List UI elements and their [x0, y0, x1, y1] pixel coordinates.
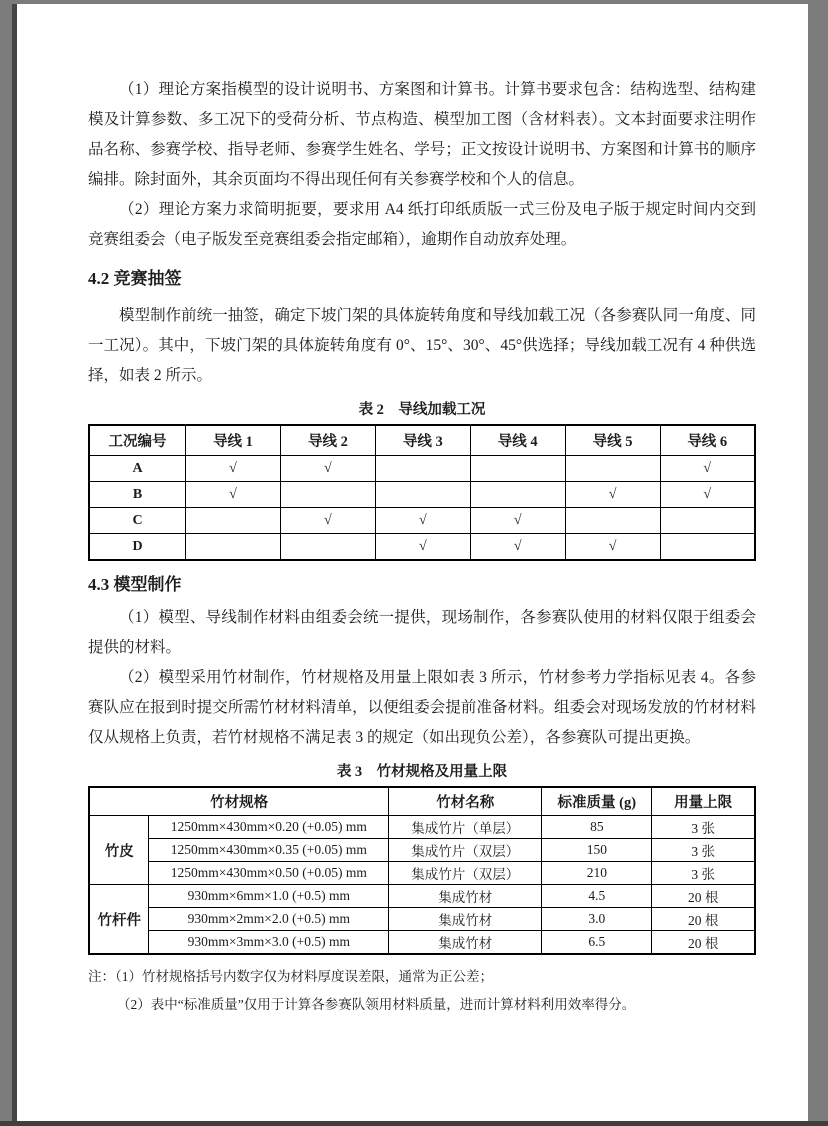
- check-cell: [280, 482, 375, 508]
- section-heading-4-3: 4.3 模型制作: [88, 575, 182, 594]
- name-cell: 集成竹片（双层）: [389, 862, 542, 885]
- mass-cell: 85: [542, 816, 652, 839]
- spec-cell: 1250mm×430mm×0.50 (+0.05) mm: [149, 862, 389, 885]
- case-label: D: [89, 534, 186, 561]
- table-header-cell: 竹材规格: [89, 787, 389, 816]
- section-heading-4-2: 4.2 竞赛抽签: [88, 269, 182, 288]
- pdf-page: [12, 4, 808, 1122]
- limit-cell: 20 根: [652, 885, 755, 908]
- mass-cell: 210: [542, 862, 652, 885]
- name-cell: 集成竹材: [389, 931, 542, 955]
- table-header-cell: 竹材名称: [389, 787, 542, 816]
- table-row: [89, 816, 755, 839]
- table-row: [89, 534, 755, 561]
- table-header-cell: 导线 2: [280, 425, 375, 456]
- viewer-bottom-edge: [0, 1121, 828, 1126]
- check-cell: [565, 508, 660, 534]
- mass-cell: 4.5: [542, 885, 652, 908]
- check-cell: √: [565, 534, 660, 561]
- check-cell: √: [280, 508, 375, 534]
- page-content: [88, 75, 756, 1019]
- table-row: [89, 862, 755, 885]
- spec-cell: 1250mm×430mm×0.20 (+0.05) mm: [149, 816, 389, 839]
- paragraph-model-making-2: （2）模型采用竹材制作，竹材规格及用量上限如表 3 所示，竹材参考力学指标见表 4。各参赛队应在报到时提交所需竹材材料清单，以便组委会提前准备材料。组委会对现场发放的竹材材料仅从规格上负责，若竹材规格不满足表 3 的规定（如出现负公差），各参赛队可提出更换。: [88, 669, 756, 746]
- table-header-cell: 导线 3: [375, 425, 470, 456]
- table-row: [89, 885, 755, 908]
- mass-cell: 150: [542, 839, 652, 862]
- table-header-row: [89, 787, 755, 816]
- check-cell: √: [470, 508, 565, 534]
- check-cell: √: [375, 534, 470, 561]
- table-bamboo-specs: [88, 786, 756, 955]
- note-line: 注：（1）竹材规格括号内数字仅为材料厚度误差限，通常为正公差；: [88, 969, 493, 984]
- check-cell: √: [660, 482, 755, 508]
- check-cell: √: [375, 508, 470, 534]
- check-cell: [375, 456, 470, 482]
- table-row: [89, 908, 755, 931]
- limit-cell: 20 根: [652, 908, 755, 931]
- limit-cell: 3 张: [652, 862, 755, 885]
- table-row: [89, 456, 755, 482]
- note-line: （2）表中“标准质量”仅用于计算各参赛队领用材料质量，进而计算材料利用效率得分。: [117, 997, 636, 1012]
- check-cell: [470, 482, 565, 508]
- table-header-cell: 工况编号: [89, 425, 186, 456]
- table3-notes: [88, 963, 756, 1019]
- spec-cell: 930mm×2mm×2.0 (+0.5) mm: [149, 908, 389, 931]
- table2-caption: 表 2 导线加载工况: [358, 402, 486, 418]
- check-cell: [565, 456, 660, 482]
- table-header-row: [89, 425, 755, 456]
- check-cell: √: [280, 456, 375, 482]
- table-header-cell: 标准质量 (g): [542, 787, 652, 816]
- table-row: [89, 931, 755, 955]
- check-cell: [660, 534, 755, 561]
- paragraph-lottery: 模型制作前统一抽签，确定下坡门架的具体旋转角度和导线加载工况（各参赛队同一角度、同一工况）。其中，下坡门架的具体旋转角度有 0°、15°、30°、45°供选择；导线加载工况有 4 种供选择，如表 2 所示。: [88, 307, 756, 384]
- mass-cell: 3.0: [542, 908, 652, 931]
- case-label: A: [89, 456, 186, 482]
- name-cell: 集成竹材: [389, 885, 542, 908]
- case-label: C: [89, 508, 186, 534]
- check-cell: [470, 456, 565, 482]
- check-cell: [375, 482, 470, 508]
- table-header-cell: 导线 5: [565, 425, 660, 456]
- name-cell: 集成竹材: [389, 908, 542, 931]
- spec-cell: 1250mm×430mm×0.35 (+0.05) mm: [149, 839, 389, 862]
- check-cell: √: [186, 482, 281, 508]
- check-cell: √: [660, 456, 755, 482]
- name-cell: 集成竹片（双层）: [389, 839, 542, 862]
- table-row: [89, 508, 755, 534]
- limit-cell: 3 张: [652, 839, 755, 862]
- spec-cell: 930mm×6mm×1.0 (+0.5) mm: [149, 885, 389, 908]
- table-header-cell: 导线 1: [186, 425, 281, 456]
- mass-cell: 6.5: [542, 931, 652, 955]
- table-row: [89, 482, 755, 508]
- table-header-cell: 导线 6: [660, 425, 755, 456]
- check-cell: [186, 508, 281, 534]
- check-cell: [660, 508, 755, 534]
- name-cell: 集成竹片（单层）: [389, 816, 542, 839]
- paragraph-model-making-1: （1）模型、导线制作材料由组委会统一提供，现场制作，各参赛队使用的材料仅限于组委会提供的材料。: [88, 609, 756, 656]
- check-cell: √: [470, 534, 565, 561]
- paragraph-theory-scheme-2: （2）理论方案力求简明扼要，要求用 A4 纸打印纸质版一式三份及电子版于规定时间内交到竞赛组委会（电子版发至竞赛组委会指定邮箱），逾期作自动放弃处理。: [88, 201, 756, 248]
- table-header-cell: 导线 4: [470, 425, 565, 456]
- table-wire-load-cases: [88, 424, 756, 561]
- spec-cell: 930mm×3mm×3.0 (+0.5) mm: [149, 931, 389, 955]
- limit-cell: 20 根: [652, 931, 755, 955]
- check-cell: [186, 534, 281, 561]
- table-row: [89, 839, 755, 862]
- paragraph-theory-scheme-1: （1）理论方案指模型的设计说明书、方案图和计算书。计算书要求包含：结构选型、结构建模及计算参数、多工况下的受荷分析、节点构造、模型加工图（含材料表）。文本封面要求注明作品名称、参赛学校、指导老师、参赛学生姓名、学号；正文按设计说明书、方案图和计算书的顺序编排。除封面外，其余页面均不得出现任何有关参赛学校和个人的信息。: [88, 81, 756, 188]
- check-cell: √: [565, 482, 660, 508]
- table3-caption: 表 3 竹材规格及用量上限: [336, 764, 508, 780]
- limit-cell: 3 张: [652, 816, 755, 839]
- table-header-cell: 用量上限: [652, 787, 755, 816]
- check-cell: [280, 534, 375, 561]
- material-group-label: 竹皮: [89, 816, 149, 885]
- check-cell: √: [186, 456, 281, 482]
- case-label: B: [89, 482, 186, 508]
- material-group-label: 竹杆件: [89, 885, 149, 955]
